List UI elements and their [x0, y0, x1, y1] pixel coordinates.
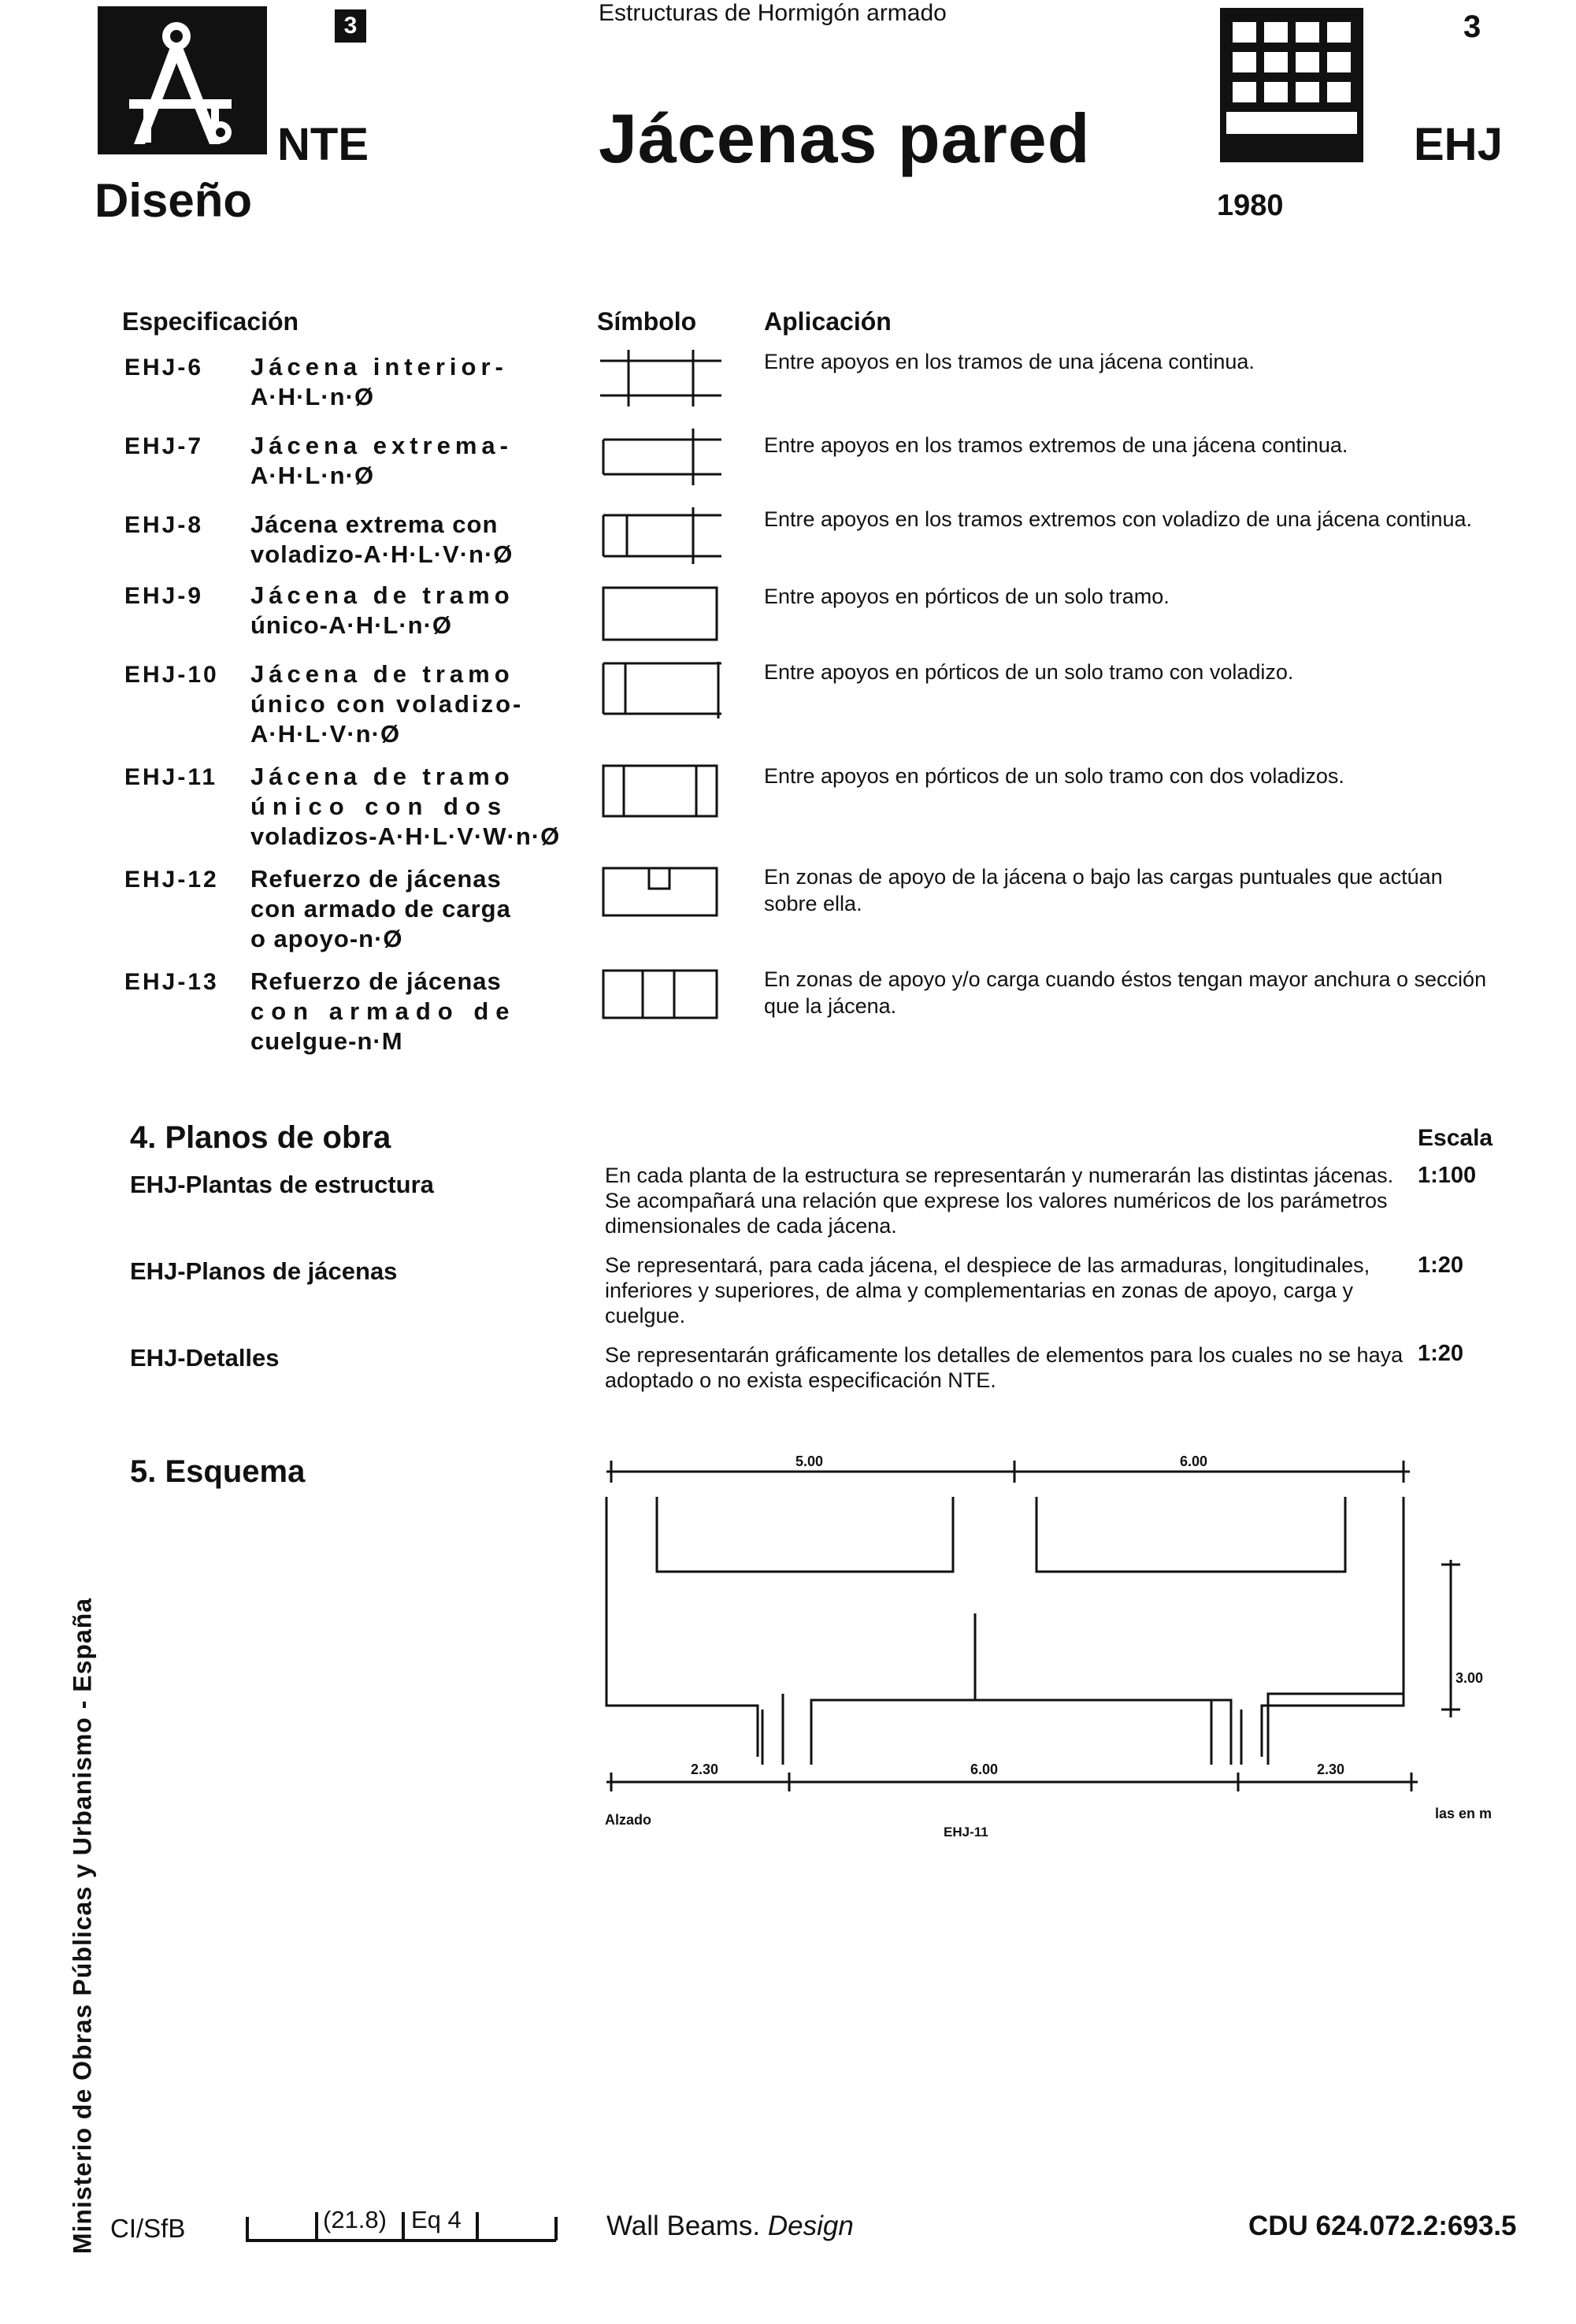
english-title-italic: Design [767, 2211, 854, 2241]
nte-label: NTE [277, 119, 369, 170]
spec-name-line: Refuerzo de jácenas [250, 865, 502, 893]
plan-name: EHJ-Plantas de estructura [130, 1171, 434, 1198]
units-label: las en m [1435, 1806, 1493, 1821]
section-title: Diseño [95, 174, 253, 227]
scale-header: Escala [1418, 1125, 1493, 1151]
spec-name [250, 352, 566, 412]
spec-name-line: voladizo-A·H·L·V·n·Ø [250, 540, 514, 568]
spec-name-line: voladizos-A·H·L·V·W·n·Ø [250, 822, 561, 850]
symbol-header: Símbolo [597, 307, 697, 336]
spec-code: EHJ-12 [124, 867, 219, 893]
nte-logo [98, 6, 267, 154]
spec-name-line: Refuerzo de jácenas [250, 967, 502, 995]
plan-name: EHJ-Planos de jácenas [130, 1257, 398, 1285]
beam-label: EHJ-11 [944, 1825, 988, 1840]
bottom-dimension-label: 6.00 [970, 1762, 999, 1777]
plan-scale: 1:20 [1418, 1341, 1464, 1366]
building-icon [1217, 8, 1366, 162]
spec-application: Entre apoyos en los tramos de una jácena continua. [764, 350, 1255, 373]
cdu-code: CDU 624.072.2:693.5 [1248, 2211, 1517, 2241]
spec-name [250, 864, 566, 954]
spec-name-line: con armado de [250, 997, 517, 1025]
symbol-end-beam [600, 425, 721, 488]
english-title [606, 2211, 854, 2242]
symbol-support-reinforcement [600, 863, 721, 920]
plan-description: En cada planta de la estructura se representarán y numerarán las distintas jácenas. Se acompañará una relación que exprese los valores numéricos de los parámetros dimensionales de cada jácena. [605, 1164, 1394, 1238]
spec-code: EHJ-9 [124, 583, 204, 609]
plans-heading: 4. Planos de obra [130, 1120, 391, 1155]
bottom-dimension-label: 2.30 [1317, 1762, 1345, 1777]
spec-application: En zonas de apoyo de la jácena o bajo las cargas puntuales que actúan sobre ella. [764, 865, 1443, 915]
number-box-label: 3 [343, 13, 358, 39]
number-box [335, 9, 366, 43]
spec-name-line: A·H·L·V·n·Ø [250, 720, 401, 748]
class-code: (21.8) [323, 2206, 387, 2233]
center-support [811, 1700, 1231, 1765]
spec-name-line: A·H·L·n·Ø [250, 462, 375, 489]
spec-application: Entre apoyos en pórticos de un solo tramo. [764, 585, 1170, 608]
plan-name: EHJ-Detalles [130, 1344, 280, 1372]
spec-code: EHJ-10 [124, 662, 219, 688]
spec-application: En zonas de apoyo y/o carga cuando éstos tengan mayor anchura o sección que la jácena. [764, 967, 1487, 1018]
plan-scale: 1:20 [1418, 1253, 1464, 1278]
upper-opening [657, 1497, 953, 1572]
top-dimension-label: 5.00 [795, 1453, 824, 1469]
scheme-heading: 5. Esquema [130, 1454, 306, 1489]
spec-name-line: único con dos [250, 793, 509, 820]
right-dimension-label: 3.00 [1455, 1670, 1484, 1686]
spec-name [250, 659, 566, 749]
spec-name-line: único con voladizo- [250, 690, 524, 718]
plan-description: Se representará, para cada jácena, el despiece de las armaduras, longitudinales, inferiores y superiores, de alma y complementarias en zonas de apoyo, carga y cuelgue. [605, 1253, 1370, 1327]
spec-application: Entre apoyos en los tramos extremos con voladizo de una jácena continua. [764, 507, 1473, 531]
page-number: 3 [1463, 9, 1481, 44]
spec-code: EHJ-8 [124, 512, 204, 538]
spec-application: Entre apoyos en los tramos extremos de una jácena continua. [764, 433, 1348, 457]
spec-header: Especificación [122, 307, 299, 336]
view-label: Alzado [605, 1812, 652, 1828]
spec-name-line: con armado de carga [250, 895, 511, 923]
spec-name-line: Jácena de tramo [250, 660, 514, 688]
spec-name-line: A·H·L·n·Ø [250, 383, 375, 410]
spec-application: Entre apoyos en pórticos de un solo tramo con dos voladizos. [764, 764, 1344, 788]
symbol-interior-beam [600, 347, 721, 410]
document-code: EHJ [1414, 119, 1503, 170]
subtitle: Estructuras de Hormigón armado [599, 0, 947, 26]
page-title: Jácenas pared [599, 99, 1091, 177]
spec-name [250, 431, 566, 491]
spec-name [250, 581, 566, 640]
spec-name-line: Jácena extrema- [250, 432, 513, 459]
symbol-single-span-two-cantilevers [600, 761, 721, 824]
spec-name [250, 510, 566, 570]
eq-code: Eq 4 [411, 2206, 462, 2233]
bottom-dimension-label: 2.30 [691, 1762, 719, 1777]
spec-code: EHJ-6 [124, 355, 204, 381]
symbol-single-span [600, 583, 721, 646]
spec-name [250, 967, 566, 1056]
spec-name-line: Jácena interior- [250, 353, 508, 381]
scheme-drawing [583, 1450, 1528, 1796]
spec-name [250, 762, 566, 852]
top-dimension-label: 6.00 [1180, 1453, 1208, 1469]
spec-name-line: Jácena de tramo [250, 763, 514, 790]
symbol-hanging-reinforcement [600, 966, 721, 1023]
upper-opening [1036, 1497, 1345, 1572]
wall-outline [606, 1497, 1404, 1757]
spec-code: EHJ-7 [124, 433, 204, 459]
english-title-text: Wall Beams. [606, 2211, 761, 2241]
plan-description: Se representarán gráficamente los detalles de elementos para los cuales no se haya adoptado o no exista especificación NTE. [605, 1343, 1404, 1392]
ministry-side-text: Ministerio de Obras Públicas y Urbanismo - España [68, 1597, 97, 2255]
symbol-single-span-cantilever [600, 659, 721, 722]
plan-scale: 1:100 [1418, 1163, 1477, 1188]
year: 1980 [1217, 189, 1284, 222]
symbol-end-beam-cantilever [600, 504, 721, 567]
application-header: Aplicación [764, 307, 892, 336]
spec-application: Entre apoyos en pórticos de un solo tramo con voladizo. [764, 660, 1294, 684]
cisfb-label: CI/SfB [110, 2214, 186, 2243]
spec-name-line: único-A·H·L·n·Ø [250, 611, 453, 639]
spec-name-line: Jácena de tramo [250, 581, 514, 609]
cisfb-box [244, 2206, 559, 2242]
spec-name-line: cuelgue-n·M [250, 1027, 403, 1055]
spec-name-line: o apoyo-n·Ø [250, 925, 403, 952]
spec-code: EHJ-11 [124, 764, 218, 790]
spec-name-line: Jácena extrema con [250, 510, 499, 538]
spec-code: EHJ-13 [124, 969, 219, 995]
